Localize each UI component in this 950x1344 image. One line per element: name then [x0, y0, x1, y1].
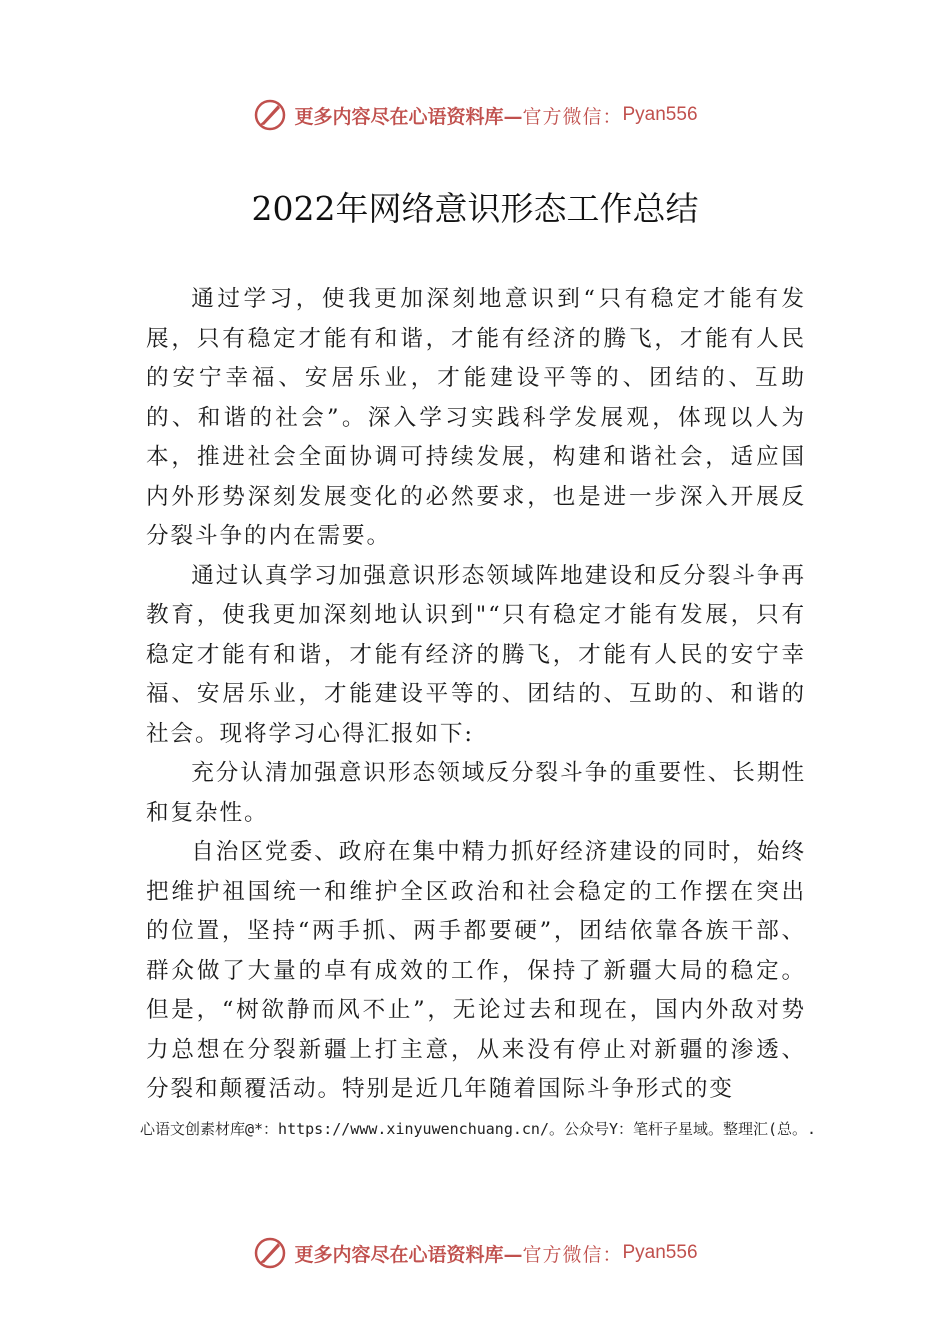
banner-wechat-label: 官方微信：	[522, 1243, 623, 1266]
paragraph: 充分认清加强意识形态领域反分裂斗争的重要性、长期性和复杂性。	[146, 760, 806, 826]
footer-banner	[0, 1233, 950, 1273]
banner-wechat-id: Pyan556	[622, 1242, 698, 1263]
page-title: 2022年网络意识形态工作总结	[251, 189, 699, 228]
paragraph: 通过学习，使我更加深刻地意识到“只有稳定才能有发展，只有稳定才能有和谐，才能有经济的腾飞，才能有人民的安宁幸福、安居乐业，才能建设平等的、团结的、互助的、和谐的社会”。深入学习实践科学发展观，体现以人为本，推进社会全面协调可持续发展，构建和谐社会，适应国内外形势深刻发展变化的必然要求，也是进一步深入开展反分裂斗争的内在需要。	[146, 286, 806, 549]
paragraph: 通过认真学习加强意识形态领域阵地建设和反分裂斗争再教育，使我更加深刻地认识到"“只有稳定才能有发展，只有稳定才能有和谐，才能有经济的腾飞，才能有人民的安宁幸福、安居乐业，才能建设平等的、团结的、互助的、和谐的社会。现将学习心得汇报如下:	[146, 562, 806, 747]
quill-pen-icon	[252, 1235, 288, 1271]
paragraph: 自治区党委、政府在集中精力抓好经济建设的同时，始终把维护祖国统一和维护全区政治和社会稳定的工作摆在突出的位置，坚持“两手抓、两手都要硬”，团结依靠各族干部、群众做了大量的卓有成效的工作，保持了新疆大局的稳定。但是，“树欲静而风不止”，无论过去和现在，国内外敌对势力总想在分裂新疆上打主意，从来没有停止对新疆的渗透、分裂和颠覆活动。特别是近几年随着国际斗争形式的变	[146, 839, 806, 1102]
document-body	[146, 280, 806, 1110]
source-note: 心语文创素材库@*：https://www.xinyuwenchuang.cn/。公众号Y：笔杆子星域。整理汇(总。.	[140, 1120, 817, 1138]
banner-prefix: 更多内容尽在心语资料库—	[294, 105, 523, 128]
quill-pen-icon	[252, 97, 288, 133]
header-banner	[0, 95, 950, 135]
banner-wechat-id: Pyan556	[622, 104, 698, 125]
banner-wechat-label: 官方微信：	[522, 105, 623, 128]
banner-prefix: 更多内容尽在心语资料库—	[294, 1243, 523, 1266]
